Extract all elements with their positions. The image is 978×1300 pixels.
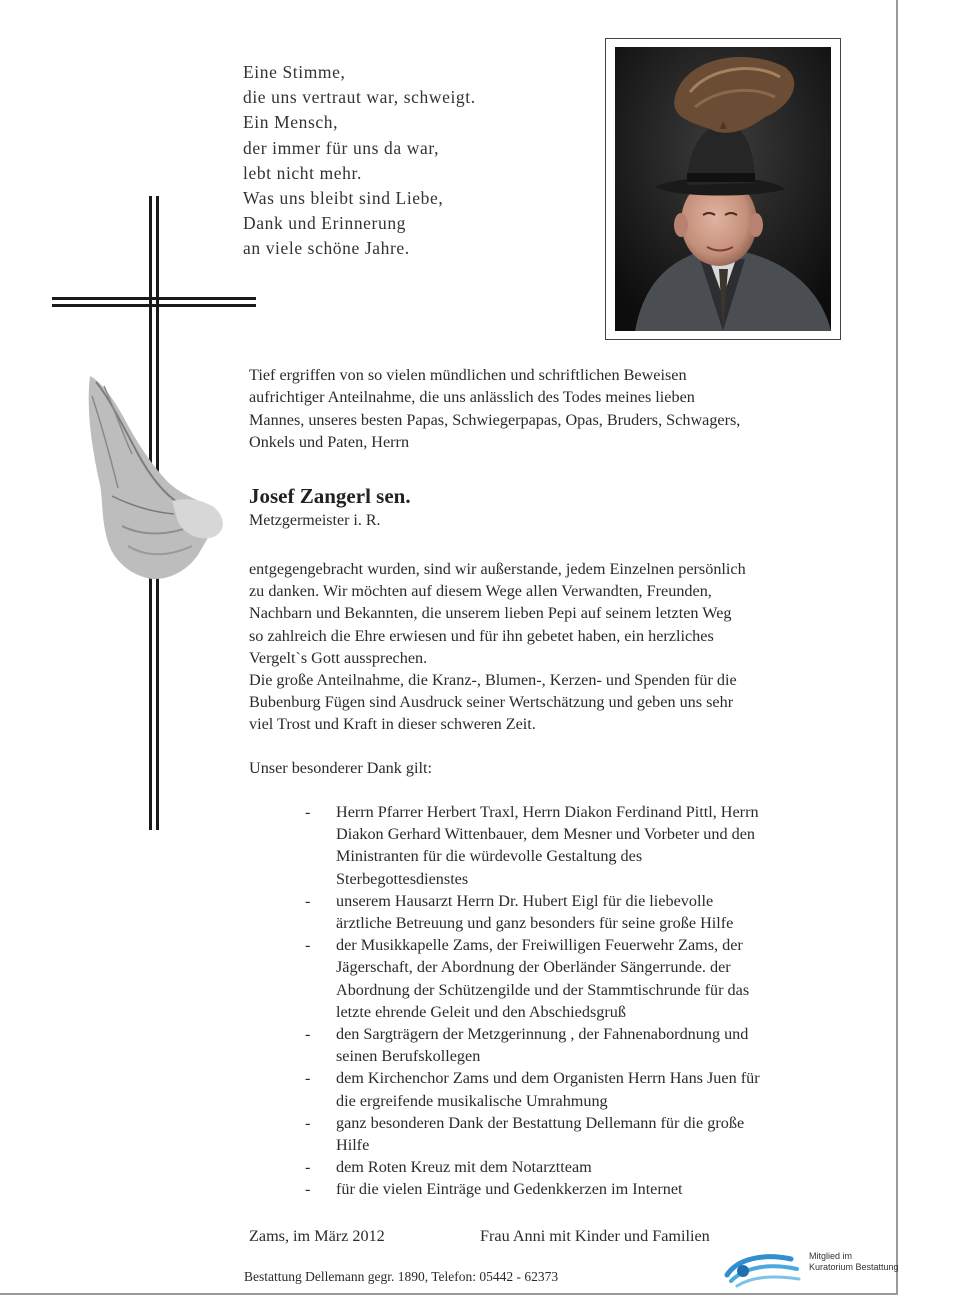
thanks-item (305, 801, 865, 890)
thanks-item-line: ganz besonderen Dank der Bestattung Dellemann für die große (336, 1113, 745, 1132)
thanks-item-line: seinen Berufskollegen (336, 1047, 481, 1066)
body-line: viel Trost und Kraft in dieser schweren Zeit. (249, 715, 536, 734)
thanks-item-line: den Sargträgern der Metzgerinnung , der Fahnenabordnung und (336, 1025, 749, 1044)
logo-text (809, 1251, 899, 1273)
body-line: Nachbarn und Bekannten, die unserem lieben Pepi auf seinem letzten Weg (249, 604, 732, 623)
poem-line: lebt nicht mehr. (243, 162, 362, 183)
thanks-item-line: dem Roten Kreuz mit dem Notarztteam (336, 1158, 592, 1177)
place-date: Zams, im März 2012 (249, 1227, 385, 1245)
thanks-item (305, 1156, 865, 1178)
intro-line: aufrichtiger Anteilnahme, die uns anlässlich des Todes meines lieben (249, 388, 695, 407)
thanks-item-line: letzte ehrende Geleit und den Abschiedsgruß (336, 1002, 626, 1021)
thanks-item-line: Herrn Pfarrer Herbert Traxl, Herrn Diakon Ferdinand Pittl, Herrn (336, 803, 759, 821)
thanks-item (305, 890, 865, 934)
thanks-item-line: Sterbegottesdienstes (336, 869, 469, 888)
poem-line: die uns vertraut war, schweigt. (243, 87, 476, 108)
list-dash: - (305, 1025, 311, 1044)
poem-line: Eine Stimme, (243, 62, 346, 82)
intro-line: Mannes, unseres besten Papas, Schwiegerpapas, Opas, Bruders, Schwagers, (249, 410, 741, 429)
list-dash: - (305, 1069, 311, 1088)
poem (243, 60, 476, 262)
logo-text-line: Kuratorium Bestattung (809, 1262, 899, 1272)
list-dash: - (305, 803, 311, 821)
intro-line: Tief ergriffen von so vielen mündlichen und schriftlichen Beweisen (249, 366, 687, 384)
list-dash: - (305, 1158, 311, 1177)
list-dash: - (305, 1113, 311, 1132)
cross-icon (52, 196, 256, 830)
body-line: entgegengebracht wurden, sind wir außerstande, jedem Einzelnen persönlich (249, 560, 746, 578)
list-dash: - (305, 891, 311, 910)
thanks-item-line: Hilfe (336, 1136, 370, 1155)
thanks-item (305, 1178, 865, 1200)
thanks-heading: Unser besonderer Dank gilt: (249, 759, 432, 777)
deceased-name: Josef Zangerl sen. (249, 484, 411, 508)
thanks-item-line: dem Kirchenchor Zams und dem Organisten Herrn Hans Juen für (336, 1069, 760, 1088)
family-signature: Frau Anni mit Kinder und Familien (480, 1227, 710, 1245)
thanks-item (305, 934, 865, 1023)
thanks-item-line: der Musikkapelle Zams, der Freiwilligen Feuerwehr Zams, der (336, 936, 743, 955)
thanks-item-line: für die vielen Einträge und Gedenkkerzen im Internet (336, 1180, 683, 1199)
deceased-profession: Metzgermeister i. R. (249, 512, 381, 529)
thanks-item-line: ärztliche Betreuung und ganz besonders für seine große Hilfe (336, 914, 734, 933)
intro-paragraph (249, 364, 849, 453)
thanks-item-line: Abordnung der Schützengilde und der Stammtischrunde für das (336, 980, 750, 999)
thanks-item-line: die ergreifende musikalische Umrahmung (336, 1091, 608, 1110)
poem-line: Was uns bleibt sind Liebe, (243, 188, 444, 209)
poem-line: der immer für uns da war, (243, 137, 440, 158)
body-line: so zahlreich die Ehre erwiesen und für ihn gebetet haben, ein herzliches (249, 626, 714, 645)
kuratorium-logo (723, 1249, 899, 1289)
body-paragraph (249, 558, 859, 736)
thanks-item (305, 1112, 865, 1156)
body-line: zu danken. Wir möchten auf diesem Wege allen Verwandten, Freunden, (249, 582, 712, 601)
thanks-item (305, 1067, 865, 1111)
list-dash: - (305, 936, 311, 955)
body-line: Die große Anteilnahme, die Kranz-, Blumen-, Kerzen- und Spenden für die (249, 671, 737, 690)
thanks-item-line: Jägerschaft, der Abordnung der Oberländer Sängerrunde. der (336, 958, 731, 977)
kuratorium-logo-icon (723, 1249, 803, 1289)
body-line: Vergelt`s Gott aussprechen. (249, 648, 428, 667)
poem-line: an viele schöne Jahre. (243, 238, 410, 259)
logo-text-line: Mitglied im (809, 1251, 853, 1261)
thanks-item-line: unserem Hausarzt Herrn Dr. Hubert Eigl für die liebevolle (336, 891, 714, 910)
list-dash: - (305, 1180, 311, 1199)
thanks-item (305, 1023, 865, 1067)
thanks-list (305, 801, 865, 1201)
intro-line: Onkels und Paten, Herrn (249, 432, 410, 451)
praying-hands-icon (89, 376, 223, 579)
body-line: Bubenburg Fügen sind Ausdruck seiner Wertschätzung und geben uns sehr (249, 693, 734, 712)
portrait-photo (615, 47, 831, 331)
thanks-item-line: Diakon Gerhard Wittenbauer, dem Mesner und Vorbeter und den (336, 825, 756, 844)
poem-line: Dank und Erinnerung (243, 213, 407, 234)
funeral-home-info: Bestattung Dellemann gegr. 1890, Telefon: 05442 - 62373 (244, 1269, 559, 1284)
poem-line: Ein Mensch, (243, 112, 339, 133)
thanks-item-line: Ministranten für die würdevolle Gestaltung des (336, 847, 643, 866)
portrait-frame (605, 38, 841, 340)
